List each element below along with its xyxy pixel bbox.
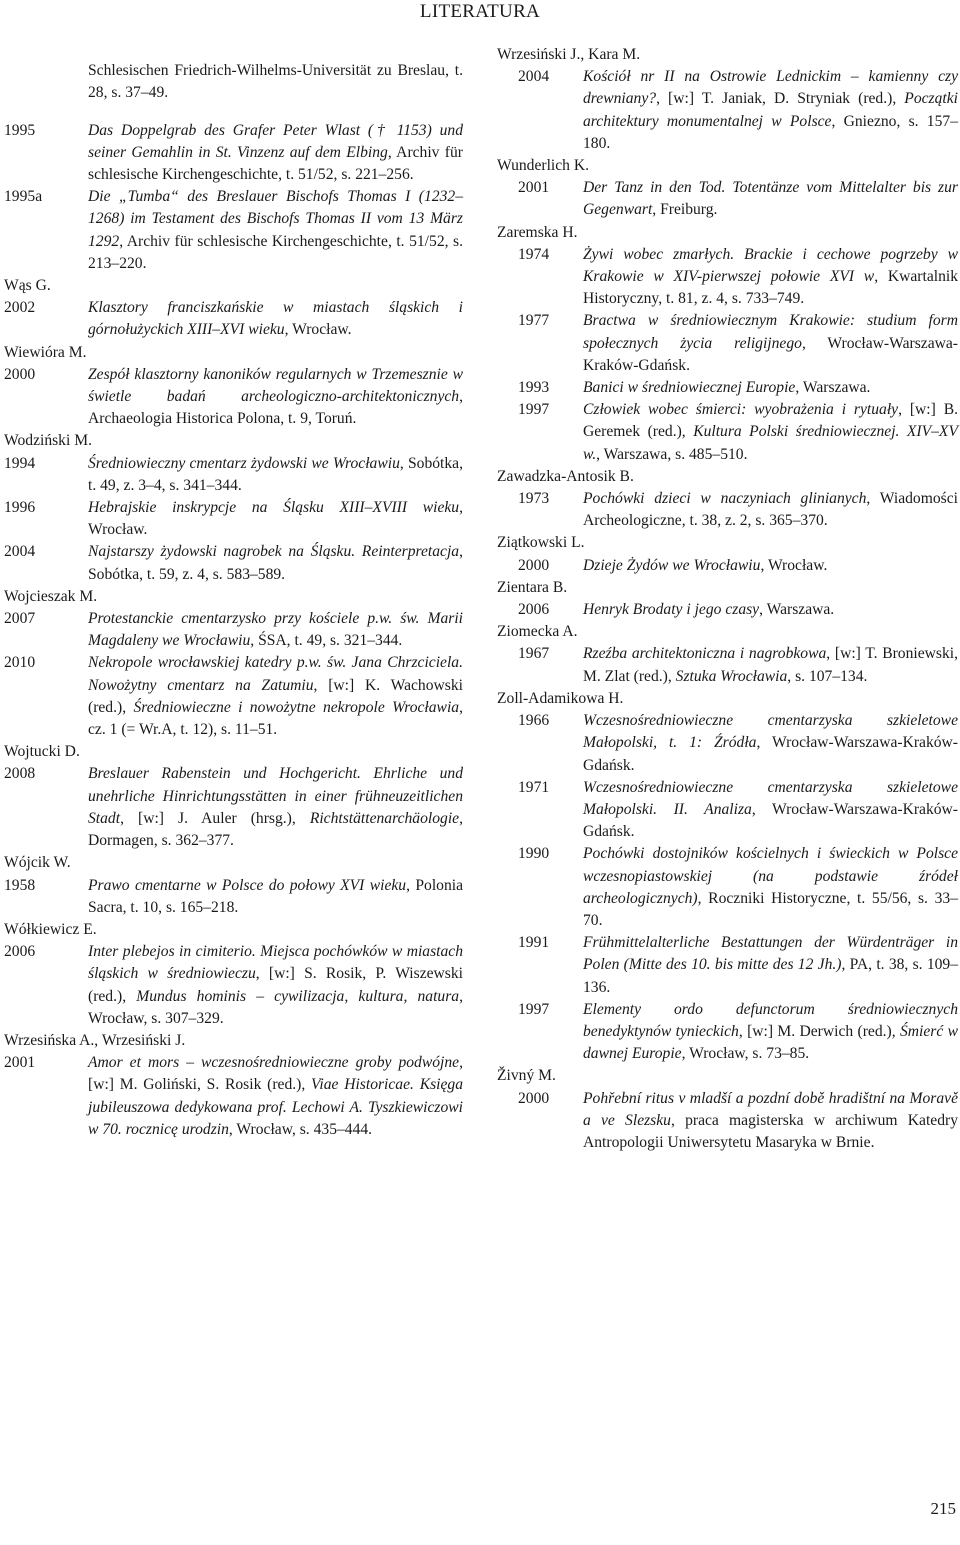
entry-body	[583, 1088, 958, 1155]
entry-title: Nekropole wrocławskiej katedry p.w. św. Jana Chrzciciela. Nowożytny cmentarz na Zatumiu	[88, 654, 463, 694]
entry-body	[583, 66, 958, 155]
entry-title: Wczesnośredniowieczne cmentarzyska szkieletowe Małopolski. II. Analiza	[583, 778, 958, 818]
entry-details: , Polonia Sacra, t. 10, s. 165–218.	[88, 876, 463, 916]
bib-entry	[4, 541, 463, 585]
entry-year: 2001	[4, 1054, 36, 1072]
entry-year: 2002	[4, 299, 36, 317]
entry-body	[583, 643, 958, 687]
entry-details: , cz. 1 (= Wr.A, t. 12), s. 11–51.	[88, 698, 463, 739]
entry-details: , [w:] J. Auler (hrsg.),	[120, 809, 310, 827]
entry-details: , Archiv für schlesische Kirchengeschichte, t. 51/52, s. 221–256.	[88, 143, 463, 183]
bib-entry	[497, 244, 958, 311]
entry-body	[88, 875, 463, 919]
entry-body	[583, 932, 958, 999]
bib-entry	[4, 608, 463, 652]
author-name: Wojtucki D.	[4, 743, 80, 761]
bib-entry	[4, 186, 463, 275]
entry-details: , Dormagen, s. 362–377.	[88, 809, 463, 850]
entry-body	[88, 1052, 463, 1141]
author-group	[497, 688, 958, 1065]
entry-details: , Wrocław-Warszawa-Kraków-Gdańsk.	[583, 334, 958, 374]
entry-year: 2001	[518, 179, 550, 197]
author-group	[497, 577, 958, 621]
entry-details: , [w:] T. Broniewski, M. Zlat (red.),	[583, 645, 958, 685]
bib-entry	[497, 66, 958, 155]
bib-entry	[4, 652, 463, 741]
entry-title: Średniowieczny cmentarz żydowski we Wrocławiu	[88, 454, 400, 472]
page-number: 215	[930, 1499, 956, 1518]
entry-details: , Wrocław.	[760, 556, 828, 574]
entry-details: , [w:] B. Geremek (red.),	[583, 401, 958, 441]
entry-year: 1977	[518, 312, 550, 330]
entry-year: 2010	[4, 654, 36, 672]
entry-year: 1958	[4, 876, 36, 894]
entry-year: 2000	[518, 556, 550, 574]
running-head: LITERATURA	[419, 1, 541, 22]
entry-title: Dzieje Żydów we Wrocławiu	[583, 556, 761, 574]
entry-body	[583, 177, 958, 221]
entry-title: Elementy ordo defunctorum średniowiecznych benedyktynów tynieckich	[583, 1000, 958, 1040]
author-name: Ziątkowski L.	[497, 534, 585, 552]
entry-body	[583, 777, 958, 844]
author-name: Zoll-Adamikowa H.	[497, 689, 624, 707]
entry-title: Rzeźba architektoniczna i nagrobkowa	[583, 645, 827, 663]
entry-title: Der Tanz in den Tod. Totentänze vom Mittelalter bis zur Gegenwart	[583, 179, 958, 219]
author-group	[497, 1065, 958, 1154]
author-name: Wiewióra M.	[4, 343, 87, 361]
entry-title: Protestanckie cmentarzysko przy kościele p.w. św. Marii Magdaleny we Wrocławiu	[88, 610, 463, 650]
entry-body	[88, 497, 463, 541]
entry-details: , Wrocław, s. 435–444.	[228, 1120, 373, 1138]
author-group	[4, 342, 463, 431]
entry-details: , praca magisterska w archiwum Katedry Antropologii Uniwersytetu Masaryka w Brnie.	[583, 1111, 958, 1151]
entry-year: 2004	[4, 543, 36, 561]
bib-entry	[4, 297, 463, 341]
entry-details: , Warszawa.	[759, 601, 835, 619]
bib-entry	[4, 364, 463, 431]
bib-entry	[497, 555, 958, 577]
entry-details: , Wiadomości Archeologiczne, t. 38, z. 2, s. 365–370.	[583, 490, 958, 530]
entry-details: , PA, t. 38, s. 109–136.	[583, 956, 959, 996]
entry-details: , Freiburg.	[652, 201, 718, 219]
author-name: Živný M.	[497, 1067, 556, 1085]
bib-entry	[4, 120, 463, 187]
entry-year: 2000	[4, 365, 36, 383]
entry-details: , Wrocław, s. 307–329.	[88, 987, 463, 1027]
bib-entry	[4, 453, 463, 497]
author-group	[4, 430, 463, 585]
entry-title: Die „Tumba“ des Breslauer Bischofs Thomas I (1232–1268) im Testament des Bischofs Thomas II vom 13 März 1292	[88, 188, 463, 250]
author-group	[4, 586, 463, 741]
entry-details: , Sobótka, t. 59, z. 4, s. 583–589.	[88, 543, 463, 583]
entry-body	[88, 608, 463, 652]
entry-body	[88, 763, 463, 852]
entry-year: 2006	[518, 601, 550, 619]
entry-title: Bractwa w średniowiecznym Krakowie: studium form społecznych życia religijnego	[583, 312, 958, 352]
author-name: Ziomecka A.	[497, 623, 578, 641]
entry-year: 1991	[518, 934, 550, 952]
entry-body	[583, 244, 958, 311]
entry-year: 2007	[4, 610, 36, 628]
entry-body	[88, 652, 463, 741]
entry-details: , s. 107–134.	[787, 667, 868, 685]
author-name: Wunderlich K.	[497, 157, 590, 175]
entry-year: 1997	[518, 1000, 550, 1018]
entry-year: 1996	[4, 499, 36, 517]
right-column	[497, 44, 958, 1154]
entry-year: 1974	[518, 245, 550, 263]
author-name: Wójcik W.	[4, 854, 71, 872]
entry-title: Hebrajskie inskrypcje na Śląsku XIII–XVIII wieku	[88, 499, 460, 517]
entry-details: , [w:] M. Goliński, S. Rosik (red.),	[88, 1054, 463, 1094]
entry-details: , Wrocław-Warszawa-Kraków-Gdańsk.	[583, 800, 958, 841]
entry-title: Kościół nr II na Ostrowie Lednickim – kamienny czy drewniany?	[583, 68, 958, 108]
entry-body	[88, 186, 463, 275]
entry-title: Wczesnośredniowieczne cmentarzyska szkieletowe Małopolski, t. 1: Źródła	[583, 712, 958, 752]
bib-entry	[497, 999, 958, 1066]
entry-title: Henryk Brodaty i jego czasy	[583, 601, 760, 619]
entry-body	[583, 488, 958, 532]
entry-year: 1971	[518, 778, 550, 796]
entry-body	[583, 843, 958, 932]
entry-title: Żywi wobec zmarłych. Brackie i cechowe pogrzeby w Krakowie w XIV-pierwszej połowie XVI w	[583, 245, 958, 286]
entry-year: 2004	[518, 68, 550, 86]
entry-details: , [w:] M. Derwich (red.),	[738, 1022, 900, 1040]
entry-details: , Warszawa.	[795, 379, 871, 397]
author-name: Zaremska H.	[497, 223, 578, 241]
entry-year: 1966	[518, 712, 550, 730]
entry-title: Mundus hominis – cywilizacja, kultura, natura	[136, 987, 460, 1005]
bib-entry	[497, 177, 958, 221]
bib-entry	[497, 710, 958, 777]
author-group	[4, 275, 463, 342]
entry-title: Sztuka Wrocławia	[675, 667, 788, 685]
entry-title: Pochówki dzieci w naczyniach glinianych	[583, 490, 867, 508]
author-group	[497, 621, 958, 688]
entry-title: Das Doppelgrab des Grafer Peter Wlast († 1153) und seiner Gemahlin in St. Vinzenz auf dem Elbing	[88, 121, 463, 161]
entry-body	[583, 999, 958, 1066]
entry-body	[88, 541, 463, 585]
entry-details: , Archaeologia Historica Polona, t. 9, Toruń.	[88, 388, 463, 428]
bib-entry	[4, 941, 463, 1030]
entry-year: 2008	[4, 765, 36, 783]
entry-title: Frühmittelalterliche Bestattungen der Würdenträger in Polen (Mitte des 10. bis mitte des 12 Jh.)	[583, 934, 958, 974]
entry-body	[583, 555, 958, 577]
entry-details: , [w:] T. Janiak, D. Stryniak (red.),	[656, 90, 905, 108]
entry-title: Prawo cmentarne w Polsce do połowy XVI wieku	[88, 876, 407, 894]
author-name: Wrzesińska A., Wrzesiński J.	[4, 1031, 186, 1049]
entry-body	[583, 310, 958, 377]
entry-year: 1967	[518, 645, 550, 663]
bib-entry	[497, 777, 958, 844]
bib-entry	[4, 875, 463, 919]
entry-title: Inter plebejos in cimiterio. Miejsca pochówków w miastach śląskich w średniowieczu	[88, 943, 463, 983]
bib-entry	[497, 932, 958, 999]
entry-year: 1995a	[4, 188, 43, 206]
bib-entry	[497, 1088, 958, 1155]
bib-entry	[497, 599, 958, 621]
bib-entry	[497, 399, 958, 466]
bib-entry	[4, 1052, 463, 1141]
bib-entry	[497, 377, 958, 399]
entry-details: , Kwartalnik Historyczny, t. 81, z. 4, s. 733–749.	[583, 268, 958, 308]
author-group	[4, 919, 463, 1030]
entry-title: Banici w średniowiecznej Europie	[583, 379, 796, 397]
entry-details: , Roczniki Historyczne, t. 55/56, s. 33–70.	[583, 889, 958, 929]
entry-details: , Archiv für schlesische Kirchengeschichte, t. 51/52, s. 213–220.	[88, 232, 463, 272]
entry-body	[88, 453, 463, 497]
author-name: Wrzesiński J., Kara M.	[497, 46, 641, 63]
author-group	[4, 741, 463, 852]
continued-entry: Schlesischen Friedrich-Wilhelms-Universität zu Breslau, t. 28, s. 37–49.	[88, 61, 463, 101]
entry-year: 1994	[4, 454, 36, 472]
bib-entry	[497, 488, 958, 532]
author-name: Wodziński M.	[4, 432, 92, 450]
entry-body	[88, 297, 463, 341]
author-name: Wąs G.	[4, 277, 51, 295]
entry-year: 1973	[518, 490, 550, 508]
left-column	[4, 44, 463, 1141]
author-name: Zientara B.	[497, 578, 568, 596]
entry-title: Richtstättenarchäologie	[309, 809, 460, 827]
entry-details: , [w:] K. Wachowski (red.),	[88, 676, 463, 716]
bib-entry	[497, 843, 958, 932]
author-name: Wojcieszak M.	[4, 587, 98, 605]
entry-year: 1995	[4, 121, 36, 139]
entry-body	[88, 364, 463, 431]
entry-title: Człowiek wobec śmierci: wyobrażenia i rytuały	[583, 401, 899, 419]
entry-details: , Wrocław.	[88, 499, 463, 539]
entry-year: 1990	[518, 845, 550, 863]
author-group	[497, 44, 958, 155]
author-group	[497, 532, 958, 576]
bib-entry	[4, 497, 463, 541]
entry-title: Kultura Polski średniowiecznej. XIV–XV w.	[583, 423, 958, 463]
entry-title: Pohřební ritus v mladší a pozdní době hradištní na Moravě a ve Slezsku	[583, 1089, 958, 1129]
entry-details: , [w:] S. Rosik, P. Wiszewski (red.),	[88, 965, 463, 1005]
entry-year: 2006	[4, 943, 36, 961]
entry-body	[583, 599, 958, 621]
entry-details: , Warszawa, s. 485–510.	[596, 445, 748, 463]
author-group	[4, 852, 463, 919]
entry-details: , ŚSA, t. 49, s. 321–344.	[250, 632, 403, 650]
entry-year: 2000	[518, 1089, 550, 1107]
entry-year: 1997	[518, 401, 550, 419]
entry-year: 1993	[518, 379, 550, 397]
entry-body	[583, 399, 958, 466]
author-group	[497, 155, 958, 222]
bib-entry	[4, 763, 463, 852]
entry-body	[88, 941, 463, 1030]
bib-entry	[497, 310, 958, 377]
entry-title: Najstarszy żydowski nagrobek na Śląsku. Reinterpretacja	[88, 543, 460, 561]
entry-details: , Sobótka, t. 49, z. 3–4, s. 341–344.	[88, 454, 463, 494]
entry-title: Viae Historicae. Księga jubileuszowa dedykowana prof. Lechowi A. Tyszkiewiczowi w 70. rocznicę urodzin	[88, 1076, 464, 1138]
entry-title: Breslauer Rabenstein und Hochgericht. Ehrliche und unehrliche Hinrichtungsstätten in einer frühneuzeitlichen Stadt	[88, 765, 463, 827]
entry-title: Zespół klasztorny kanoników regularnych w Trzemesznie w świetle badań archeologiczno-architektonicznych	[88, 365, 463, 406]
entry-details: , Gniezno, s. 157–180.	[583, 112, 958, 152]
entry-details: , Wrocław, s. 73–85.	[681, 1045, 810, 1063]
author-name: Zawadzka-Antosik B.	[497, 467, 634, 485]
author-group	[497, 222, 958, 466]
entry-body	[583, 377, 958, 399]
author-group	[4, 1030, 463, 1141]
author-group	[4, 120, 463, 275]
entry-details: , Wrocław.	[284, 321, 352, 339]
author-name: Wółkiewicz E.	[4, 920, 97, 938]
entry-title: Amor et mors – wczesnośredniowieczne groby podwójne	[88, 1054, 460, 1072]
entry-title: Średniowieczne i nowożytne nekropole Wrocławia	[133, 698, 460, 716]
entry-details: , Wrocław-Warszawa-Kraków-Gdańsk.	[583, 734, 958, 774]
entry-title: Początki architektury monumentalnej w Polsce	[583, 90, 958, 130]
entry-body	[88, 120, 463, 187]
entry-body	[583, 710, 958, 777]
entry-title: Śmierć w dawnej Europie	[583, 1022, 958, 1063]
entry-title: Klasztory franciszkańskie w miastach śląskich i górnołużyckich XIII–XVI wieku	[88, 299, 463, 339]
entry-title: Pochówki dostojników kościelnych i świeckich w Polsce wczesnopiastowskiej (na podstawie źródeł archeologicznych)	[583, 845, 958, 907]
bib-entry	[497, 643, 958, 687]
author-group	[497, 466, 958, 533]
